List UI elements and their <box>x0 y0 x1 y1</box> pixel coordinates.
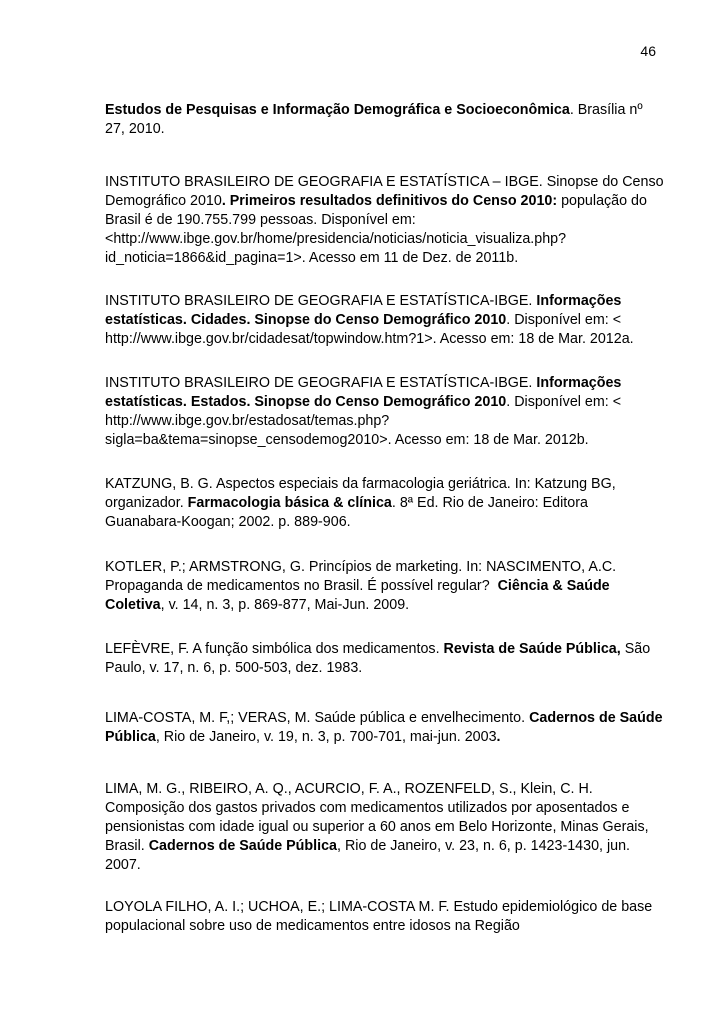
reference-text: . 8ª Ed. Rio de Janeiro: Editora Guanabara-Koogan; 2002. p. 889-906. <box>105 495 592 530</box>
reference-bold-text: Ciência & Saúde Coletiva <box>105 578 614 613</box>
reference-entry <box>105 709 665 747</box>
reference-text: , Rio de Janeiro, v. 23, n. 6, p. 1423-1430, jun. 2007. <box>105 838 634 873</box>
reference-text: INSTITUTO BRASILEIRO DE GEOGRAFIA E ESTATÍSTICA – IBGE. Sinopse do Censo Demográfico 2010 <box>105 174 668 209</box>
reference-text: INSTITUTO BRASILEIRO DE GEOGRAFIA E ESTATÍSTICA-IBGE. <box>105 293 537 309</box>
reference-bold-text: . <box>496 729 501 745</box>
reference-bold-text: Cadernos de Saúde Pública <box>148 838 337 854</box>
reference-text: LIMA, M. G., RIBEIRO, A. Q., ACURCIO, F. A., ROZENFELD, S., Klein, C. H. Composição dos gastos privados com medicamentos utilizados por aposentados e pensionistas com idade igual ou superior a 60 anos em Belo Horizonte, Minas Gerais, Brasil. <box>105 781 653 854</box>
reference-bold-text: Informações estatísticas. Estados. Sinopse do Censo Demográfico 2010 <box>105 375 626 410</box>
reference-text: , Rio de Janeiro, v. 19, n. 3, p. 700-701, mai-jun. 2003 <box>155 729 497 745</box>
reference-text: São Paulo, v. 17, n. 6, p. 500-503, dez. 1983. <box>105 641 655 676</box>
reference-bold-text: Informações estatísticas. Cidades. Sinopse do Censo Demográfico 2010 <box>105 293 626 328</box>
reference-entry <box>105 558 665 615</box>
reference-text: LOYOLA FILHO, A. I.; UCHOA, E.; LIMA-COSTA M. F. Estudo epidemiológico de base populacional sobre uso de medicamentos entre idosos na Região <box>105 899 657 934</box>
reference-text: . Brasília nº 27, 2010. <box>105 102 647 137</box>
reference-entry <box>105 780 665 875</box>
reference-text: população do Brasil é de 190.755.799 pessoas. Disponível em: <http://www.ibge.gov.br/home/presidencia/noticias/noticia_visualiza.php?id_noticia=1866&id_pagina=1>. Acesso em 11 de Dez. de 2011b. <box>105 193 651 266</box>
reference-entry <box>105 292 665 349</box>
reference-bold-text: . Primeiros resultados definitivos do Censo 2010: <box>221 193 558 209</box>
reference-bold-text: Farmacologia básica & clínica <box>187 495 392 511</box>
reference-text: . Disponível em: < http://www.ibge.gov.br/estadosat/temas.php?sigla=ba&tema=sinopse_censodemog2010>. Acesso em: 18 de Mar. 2012b. <box>105 394 626 448</box>
reference-text: LEFÈVRE, F. A função simbólica dos medicamentos. <box>105 641 444 657</box>
reference-entry <box>105 173 668 268</box>
reference-text: LIMA-COSTA, M. F,; VERAS, M. Saúde pública e envelhecimento. <box>105 710 530 726</box>
reference-text: . Disponível em: < http://www.ibge.gov.br/cidadesat/topwindow.htm?1>. Acesso em: 18 de Mar. 2012a. <box>105 312 634 347</box>
reference-text: , v. 14, n. 3, p. 869-877, Mai-Jun. 2009. <box>160 597 410 613</box>
reference-text: KATZUNG, B. G. Aspectos especiais da farmacologia geriátrica. In: Katzung BG, organizador. <box>105 476 620 511</box>
reference-bold-text: Cadernos de Saúde Pública <box>105 710 667 745</box>
reference-entry <box>105 101 665 139</box>
page-number: 46 <box>640 43 656 59</box>
reference-bold-text: Revista de Saúde Pública, <box>443 641 621 657</box>
reference-entry <box>105 898 665 936</box>
reference-entry <box>105 374 665 450</box>
reference-entry <box>105 640 665 678</box>
reference-text: INSTITUTO BRASILEIRO DE GEOGRAFIA E ESTATÍSTICA-IBGE. <box>105 375 537 391</box>
reference-bold-text: Estudos de Pesquisas e Informação Demográfica e Socioeconômica <box>105 102 570 118</box>
reference-entry <box>105 475 665 532</box>
reference-text: KOTLER, P.; ARMSTRONG, G. Princípios de marketing. In: NASCIMENTO, A.C. Propaganda de medicamentos no Brasil. É possível regular? <box>105 559 621 594</box>
